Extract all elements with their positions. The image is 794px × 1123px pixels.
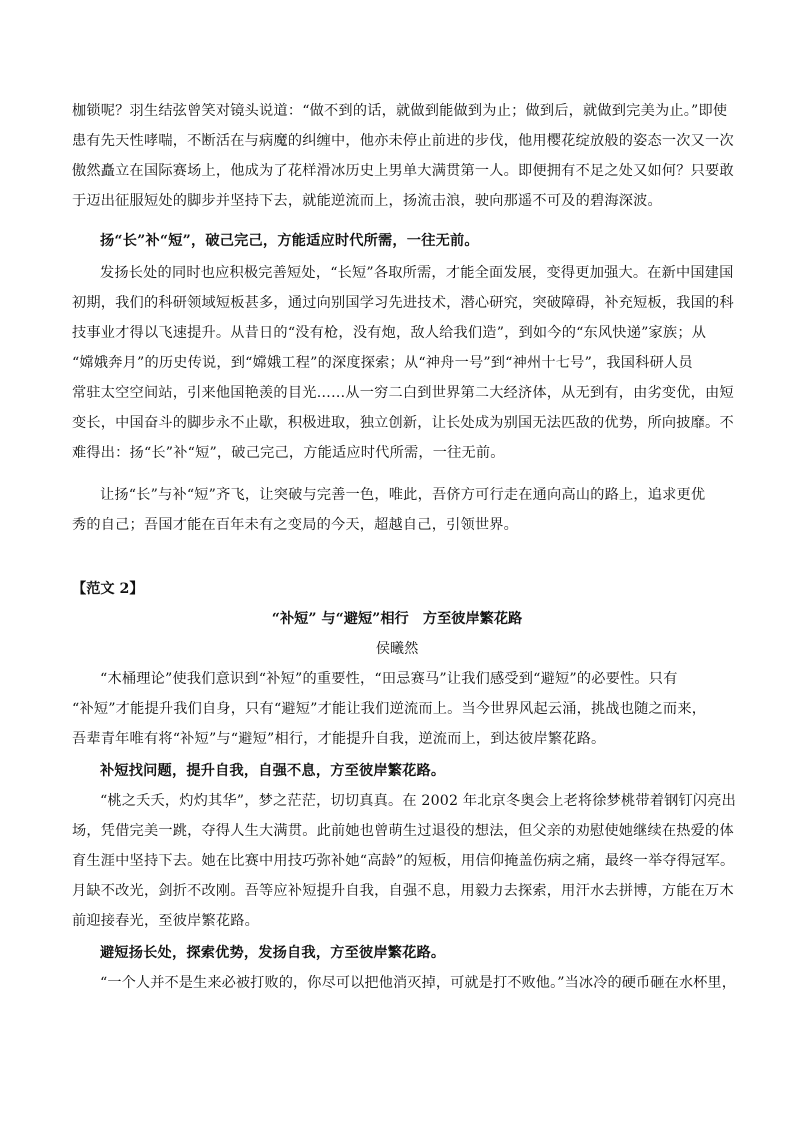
essay-title: “补短” 与“避短”相行 方至彼岸繁花路 xyxy=(271,611,523,627)
text-line: “桃之夭夭，灼灼其华”，梦之茫茫，切切真真。在 2002 年北京冬奥会上老将徐梦桃带着钢钉闪亮出 xyxy=(100,793,736,809)
essay2-subheading-1 xyxy=(100,756,736,786)
essay2-paragraph-3 xyxy=(72,968,736,998)
text-line: 常驻太空空间站，引来他国艳羡的目光……从一穷二白到世界第二大经济体，从无到有，由劣变优，由短 xyxy=(72,385,734,401)
text-line: 场，凭借完美一跳，夺得人生大满贯。此前她也曾萌生过退役的想法，但父亲的劝慰使她继续在热爱的体 xyxy=(72,823,734,839)
text-line: 吾辈青年唯有将“补短”与“避短”相行，才能提升自我，逆流而上，到达彼岸繁花路。 xyxy=(72,731,606,747)
text-line: 技事业才得以飞速提升。从昔日的“没有枪，没有炮，敌人给我们造”，到如今的“东风快递”家族；从 xyxy=(72,325,707,341)
text-line: 枷锁呢？羽生结弦曾笑对镜头说道：“做不到的话，就做到能做到为止；做到后，就做到完美为止。”即使 xyxy=(72,103,728,119)
text-line: 育生涯中坚持下去。她在比赛中用技巧弥补她“高龄”的短板，用信仰掩盖伤病之痛，最终一举夺得冠军。 xyxy=(72,853,735,869)
subheading-text: 扬“长”补“短”，破己完己，方能适应时代所需，一往无前。 xyxy=(100,233,479,249)
text-line: 难得出：扬“长”补“短”，破己完己，方能适应时代所需，一往无前。 xyxy=(72,445,505,461)
text-line: “木桶理论”使我们意识到“补短”的重要性，“田忌赛马”让我们感受到“避短”的必要性。只有 xyxy=(100,671,678,687)
text-line: 发扬长处的同时也应积极完善短处，“长短”各取所需，才能全面发展，变得更加强大。在新中国建国 xyxy=(100,265,734,281)
essay1-paragraph-3 xyxy=(72,480,736,540)
text-line: 于迈出征服短处的脚步并坚持下去，就能逆流而上，扬流击浪，驶向那遥不可及的碧海深波。 xyxy=(72,193,662,209)
essay1-subheading xyxy=(100,226,736,256)
text-line: 患有先天性哮喘，不断活在与病魔的纠缠中，他亦未停止前进的步伐，他用樱花绽放般的姿态一次又一次 xyxy=(72,133,734,149)
text-line: “嫦娥奔月”的历史传说，到“嫦娥工程”的深度探索；从“神舟一号”到“神州十七号”，我国科研人员 xyxy=(72,355,693,371)
essay2-paragraph-1 xyxy=(72,664,736,754)
essay2-paragraph-2 xyxy=(72,786,736,936)
essay-author: 侯曦然 xyxy=(375,641,419,657)
text-line: “补短”才能提升我们自身，只有“避短”才能让我们逆流而上。当今世界风起云涌，挑战也随之而来， xyxy=(72,701,707,717)
text-line: 初期，我们的科研领域短板甚多，通过向别国学习先进技术，潜心研究，突破障碍，补充短板，我国的科 xyxy=(72,295,734,311)
subheading-text: 避短扬长处，探索优势，发扬自我，方至彼岸繁花路。 xyxy=(100,945,446,961)
text-line: 月缺不改光，剑折不改刚。吾等应补短提升自我，自强不息，用毅力去探索，用汗水去拼博，方能在万木 xyxy=(72,883,734,899)
essay1-paragraph-1 xyxy=(72,96,736,216)
text-line: 变长，中国奋斗的脚步永不止歇，积极进取，独立创新，让长处成为别国无法匹敌的优势，所向披靡。不 xyxy=(72,415,734,431)
section-label: 【范文 2】 xyxy=(72,581,144,597)
text-line: 让扬“长”与补“短”齐飞，让突破与完善一色，唯此，吾侪方可行走在通向高山的路上，追求更优 xyxy=(100,487,706,503)
text-line: 前迎接春光，至彼岸繁花路。 xyxy=(72,913,260,929)
text-line: “一个人并不是生来必被打败的，你尽可以把他消灭掉，可就是打不败他。”当冰冷的硬币砸在水杯里， xyxy=(100,975,737,991)
essay2-subheading-2 xyxy=(100,938,736,968)
text-line: 秀的自己；吾国才能在百年未有之变局的今天，超越自己，引领世界。 xyxy=(72,517,519,533)
subheading-text: 补短找问题，提升自我，自强不息，方至彼岸繁花路。 xyxy=(100,763,446,779)
essay1-paragraph-2 xyxy=(72,258,736,468)
text-line: 傲然矗立在国际赛场上，他成为了花样滑冰历史上男单大满贯第一人。即便拥有不足之处又如何？只要敢 xyxy=(72,163,734,179)
